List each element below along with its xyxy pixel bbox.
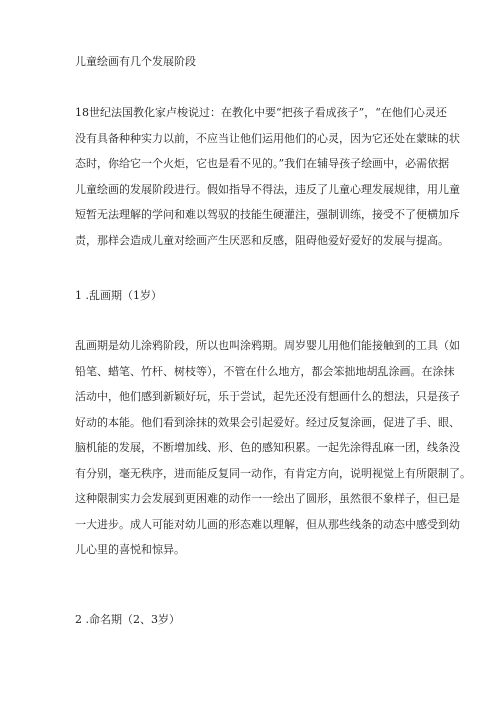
paragraph-line: 这种限制实力会发展到更困难的动作一一绘出了圆形，虽然很不象样子，但已是: [75, 492, 460, 505]
document-title: 儿童绘画有几个发展阶段: [75, 55, 196, 68]
paragraph-line: 好动的本能。他们看到涂抹的效果会引起爱好。经过反复涂画，促进了手、眼、: [75, 415, 460, 429]
paragraph-line: 责，那样会造成儿童对绘画产生厌恶和反感，阻碍他爱好爱好的发展与提高。: [75, 233, 449, 247]
paragraph-line: 18世纪法国教化家卢梭说过：在教化中要“把孩子看成孩子”，“在他们心灵还: [75, 106, 447, 119]
paragraph-line: 脑机能的发展，不断增加线、形、色的感知积累。一起先涂得乱麻一团，线条没: [75, 441, 460, 454]
paragraph-line: 短暂无法理解的学问和难以驾驭的技能生硬灌注，强制训练，接受不了便横加斥: [75, 208, 460, 221]
paragraph-line: 活动中，他们感到新颖好玩，乐于尝试，起先还没有想画什么的想法，只是孩子: [75, 390, 460, 403]
paragraph-line: 一大进步。成人可能对幼儿画的形态难以理解，但从那些线条的动态中感受到幼: [75, 517, 460, 531]
paragraph-line: 乱画期是幼儿涂鸦阶段，所以也叫涂鸦期。周岁婴儿用他们能接触到的工具（如: [75, 339, 460, 352]
section-heading-naming-stage: 2 .命名期（2、3岁）: [75, 613, 180, 626]
section-heading-scribble-stage: 1 .乱画期（1岁）: [75, 289, 162, 302]
intro-paragraph: [75, 100, 460, 253]
paragraph-line: 铅笔、蜡笔、竹杆、树枝等），不管在什么地方，都会笨拙地胡乱涂画。在涂抹: [75, 364, 455, 378]
scribble-stage-paragraph: [75, 333, 471, 563]
paragraph-line: 没有具备种种实力以前，不应当让他们运用他们的心灵，因为它还处在蒙昧的状: [75, 131, 460, 145]
paragraph-line: 儿心里的喜悦和惊异。: [75, 543, 185, 556]
paragraph-line: 有分别，毫无秩序，进而能反复同一动作，有肯定方向，说明视觉上有所限制了。: [75, 466, 471, 480]
paragraph-line: 儿童绘画的发展阶段进行。假如指导不得法，违反了儿童心理发展规律，用儿童: [75, 182, 460, 196]
paragraph-line: 态时，你给它一个火炬，它也是看不见的。”我们在辅导孩子绘画中，必需依据: [75, 157, 450, 170]
